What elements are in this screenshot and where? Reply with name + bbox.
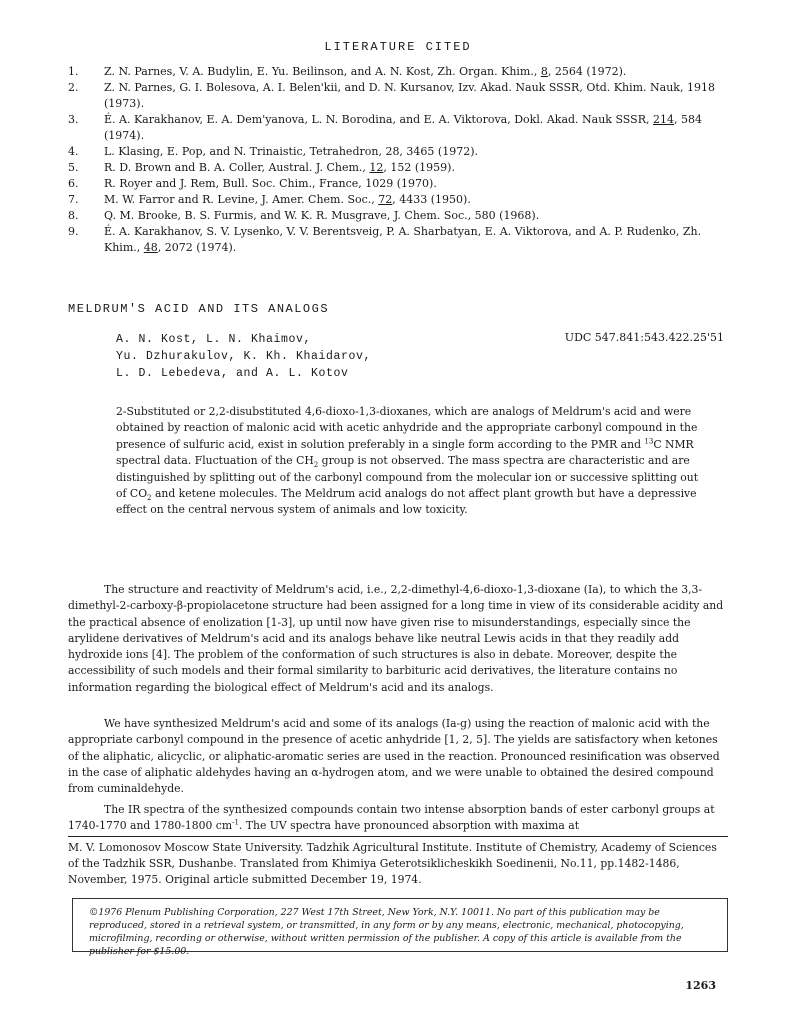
- reference-number: 2.: [68, 81, 79, 94]
- reference-text: R. D. Brown and B. A. Coller, Austral. J. Chem., 12, 152 (1959).: [104, 161, 455, 174]
- reference-item: [68, 160, 738, 176]
- reference-list: [68, 64, 738, 256]
- reference-number: 9.: [68, 225, 79, 238]
- reference-number: 6.: [68, 177, 79, 190]
- reference-number: 5.: [68, 161, 79, 174]
- reference-number: 8.: [68, 209, 79, 222]
- reference-item: [68, 192, 738, 208]
- reference-text: É. A. Karakhanov, E. A. Dem'yanova, L. N. Borodina, and E. A. Viktorova, Dokl. Akad. Nauk SSSR, 214, 584 (1974).: [104, 113, 702, 142]
- reference-item: [68, 112, 738, 144]
- reference-item: [68, 208, 738, 224]
- body-paragraph: The IR spectra of the synthesized compounds contain two intense absorption bands of ester carbonyl groups at 1740-1770 and 1780-1800 $cm^{-1}$. The UV spectra have pronounced absorption with maxima at: [68, 803, 715, 833]
- udc-code: UDC 547.841:543.422.25'51: [564, 331, 724, 344]
- reference-number: 4.: [68, 145, 79, 158]
- abstract: 2-Substituted or 2,2-disubstituted 4,6-dioxo-1,3-dioxanes, which are analogs of Meldrum's acid and were obtained by reaction of malonic acid with acetic anhydride and the appropriate carbonyl compound in the presence of sulfuric acid, exist in solution preferably in a single form according to the PMR and $^{13}$C NMR spectral data. Fluctuation of the $CH_2$ group is not observed. The mass spectra are characteristic and are distinguished by splitting out of the carbonyl compound from the molecular ion or successive splitting out of $CO_2$ and ketene molecules. The Meldrum acid analogs do not affect plant growth but have a depressive effect on the central nervous system of animals and low toxicity.: [116, 405, 699, 517]
- body-paragraph: The structure and reactivity of Meldrum's acid, i.e., 2,2-dimethyl-4,6-dioxo-1,3-dioxane (Ia), to which the 3,3-dimethyl-2-carboxy-β-propiolacetone structure had been assigned for a long time in view of its considerable acidity and the practical absence of enolization [1-3], up until now have given rise to misunderstandings, especially since the arylidene derivatives of Meldrum's acid and its analogs behave like neutral Lewis acids in that they readily add hydroxide ions [4]. The problem of the conformation of such structures is also in debate. Moreover, despite the accessibility of such models and their formal similarity to barbituric acid derivatives, the literature contains no information regarding the biological effect of Meldrum's acid and its analogs.: [68, 583, 724, 694]
- affiliation-footnote: M. V. Lomonosov Moscow State University. Tadzhik Agricultural Institute. Institute of Chemistry, Academy of Sciences of the Tadzhik SSR, Dushanbe. Translated from Khimiya Geterotsiklicheskikh Soedinenii, No.11, pp.1482-1486, November, 1975. Original article submitted December 19, 1974.: [68, 841, 717, 886]
- reference-item: [68, 80, 738, 112]
- author-line: Yu. Dzhurakulov, K. Kh. Khaidarov,: [116, 350, 372, 363]
- reference-text: É. A. Karakhanov, S. V. Lysenko, V. V. Berentsveig, P. A. Sharbatyan, E. A. Viktorova, and A. P. Rudenko, Zh. Khim., 48, 2072 (1974).: [104, 225, 702, 254]
- reference-item: [68, 144, 738, 160]
- reference-item: [68, 224, 738, 256]
- reference-item: [68, 64, 738, 80]
- footnote-rule: [68, 836, 728, 837]
- copyright-box: [72, 898, 728, 957]
- reference-text: Z. N. Parnes, G. I. Bolesova, A. I. Belen'kii, and D. N. Kursanov, Izv. Akad. Nauk SSSR, Otd. Khim. Nauk, 1918 (1973).: [104, 81, 715, 110]
- author-block: [116, 331, 371, 382]
- literature-cited-heading: LITERATURE CITED: [324, 40, 472, 54]
- reference-text: L. Klasing, E. Pop, and N. Trinaistic, Tetrahedron, 28, 3465 (1972).: [104, 145, 478, 158]
- copyright-text: ©1976 Plenum Publishing Corporation, 227 West 17th Street, New York, N.Y. 10011. No part of this publication may be reproduced, stored in a retrieval system, or transmitted, in any form or by any means, electronic, mechanical, photocopying, microfilming, recording or otherwise, without written permission of the publisher. A copy of this article is available from the publisher for $15.00.: [89, 907, 684, 957]
- reference-item: [68, 176, 738, 192]
- author-line: A. N. Kost, L. N. Khaimov,: [116, 333, 312, 346]
- reference-text: R. Royer and J. Rem, Bull. Soc. Chim., France, 1029 (1970).: [104, 177, 437, 190]
- reference-text: Z. N. Parnes, V. A. Budylin, E. Yu. Beilinson, and A. N. Kost, Zh. Organ. Khim., 8, 2564 (1972).: [104, 65, 627, 78]
- reference-number: 1.: [68, 65, 79, 78]
- author-line: L. D. Lebedeva, and A. L. Kotov: [116, 367, 349, 380]
- body-paragraph: We have synthesized Meldrum's acid and some of its analogs (Ia-g) using the reaction of malonic acid with the appropriate carbonyl compound in the presence of acetic anhydride [1, 2, 5]. The yields are satisfactory when ketones of the aliphatic, alicyclic, or aliphatic-aromatic series are used in the reaction. Pronounced resinification was observed in the case of aliphatic aldehydes having an α-hydrogen atom, and we were unable to obtained the desired compound from cuminaldehyde.: [68, 717, 720, 796]
- reference-text: Q. M. Brooke, B. S. Furmis, and W. K. R. Musgrave, J. Chem. Soc., 580 (1968).: [104, 209, 540, 222]
- reference-number: 3.: [68, 113, 79, 126]
- page-number: 1263: [685, 979, 716, 992]
- reference-text: M. W. Farror and R. Levine, J. Amer. Chem. Soc., 72, 4433 (1950).: [104, 193, 471, 206]
- article-title: MELDRUM'S ACID AND ITS ANALOGS: [68, 302, 330, 316]
- reference-number: 7.: [68, 193, 79, 206]
